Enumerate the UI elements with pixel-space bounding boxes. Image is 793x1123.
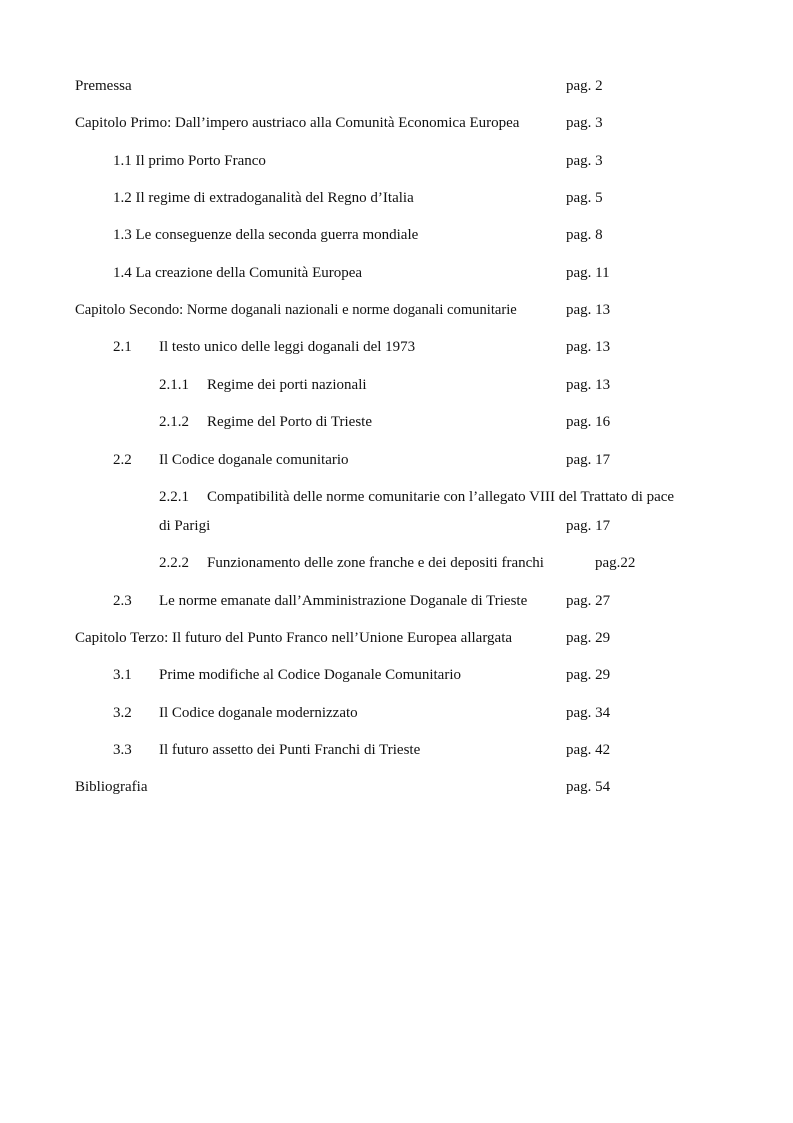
toc-section-2-1-page: pag. 13 bbox=[566, 339, 611, 355]
toc-section-2-1-title: Il testo unico delle leggi doganali del 1973 bbox=[159, 339, 416, 355]
toc-section-1-4-title: 1.4 La creazione della Comunità Europea bbox=[113, 265, 363, 281]
toc-chapter-1-page: pag. 3 bbox=[566, 115, 603, 131]
toc-section-3-1-title: Prime modifiche al Codice Doganale Comunitario bbox=[159, 667, 462, 683]
toc-section-2-2-1-title-continued: di Parigi bbox=[159, 518, 211, 534]
toc-section-2-1-2-number: 2.1.2 bbox=[159, 414, 189, 430]
toc-entry-bibliografia-title: Bibliografia bbox=[75, 779, 148, 795]
toc-section-2-3-title: Le norme emanate dall’Amministrazione Doganale di Trieste bbox=[159, 593, 528, 609]
toc-section-3-3-number: 3.3 bbox=[113, 742, 132, 758]
toc-section-3-2-title: Il Codice doganale modernizzato bbox=[159, 705, 358, 721]
toc-chapter-2-page: pag. 13 bbox=[566, 302, 611, 318]
toc-section-1-1-page: pag. 3 bbox=[566, 153, 603, 169]
toc-section-3-2-page: pag. 34 bbox=[566, 705, 611, 721]
toc-entry-bibliografia-page: pag. 54 bbox=[566, 779, 611, 795]
toc-section-3-1-page: pag. 29 bbox=[566, 667, 611, 683]
toc-section-2-1-1-page: pag. 13 bbox=[566, 377, 611, 393]
toc-section-2-2-1-page: pag. 17 bbox=[566, 518, 611, 534]
toc-section-1-2-title: 1.2 Il regime di extradoganalità del Regno d’Italia bbox=[113, 190, 414, 206]
toc-section-1-4-page: pag. 11 bbox=[566, 265, 610, 281]
toc-section-2-1-1-title: Regime dei porti nazionali bbox=[207, 377, 367, 393]
toc-section-2-2-page: pag. 17 bbox=[566, 452, 611, 468]
toc-section-2-3-page: pag. 27 bbox=[566, 593, 611, 609]
toc-section-3-3-title: Il futuro assetto dei Punti Franchi di Trieste bbox=[159, 742, 421, 758]
toc-entry-premessa-title: Premessa bbox=[75, 78, 132, 94]
toc-section-3-1-number: 3.1 bbox=[113, 667, 132, 683]
toc-section-1-2-page: pag. 5 bbox=[566, 190, 603, 206]
toc-section-2-2-2-page: pag.22 bbox=[595, 555, 636, 571]
toc-chapter-3-page: pag. 29 bbox=[566, 630, 611, 646]
toc-section-2-2-1-number: 2.2.1 bbox=[159, 489, 189, 505]
toc-section-2-1-2-title: Regime del Porto di Trieste bbox=[207, 414, 372, 430]
toc-section-2-1-2-page: pag. 16 bbox=[566, 414, 611, 430]
toc-section-2-2-number: 2.2 bbox=[113, 452, 132, 468]
toc-section-2-3-number: 2.3 bbox=[113, 593, 132, 609]
toc-section-1-3-title: 1.3 Le conseguenze della seconda guerra mondiale bbox=[113, 227, 419, 243]
toc-section-3-3-page: pag. 42 bbox=[566, 742, 611, 758]
toc-section-1-3-page: pag. 8 bbox=[566, 227, 603, 243]
toc-section-2-2-2-title: Funzionamento delle zone franche e dei depositi franchi bbox=[207, 555, 544, 571]
toc-section-2-1-number: 2.1 bbox=[113, 339, 132, 355]
toc-section-1-1-title: 1.1 Il primo Porto Franco bbox=[113, 153, 266, 169]
toc-section-3-2-number: 3.2 bbox=[113, 705, 132, 721]
toc-chapter-2-title: Capitolo Secondo: Norme doganali nazionali e norme doganali comunitarie bbox=[75, 302, 517, 318]
toc-entry-premessa-page: pag. 2 bbox=[566, 78, 603, 94]
toc-section-2-2-1-title: Compatibilità delle norme comunitarie con l’allegato VIII del Trattato di pace bbox=[207, 489, 675, 505]
toc-chapter-3-title: Capitolo Terzo: Il futuro del Punto Franco nell’Unione Europea allargata bbox=[75, 630, 513, 646]
toc-section-2-2-2-number: 2.2.2 bbox=[159, 555, 189, 571]
toc-section-2-1-1-number: 2.1.1 bbox=[159, 377, 189, 393]
toc-chapter-1-title: Capitolo Primo: Dall’impero austriaco alla Comunità Economica Europea bbox=[75, 115, 520, 131]
toc-section-2-2-title: Il Codice doganale comunitario bbox=[159, 452, 349, 468]
